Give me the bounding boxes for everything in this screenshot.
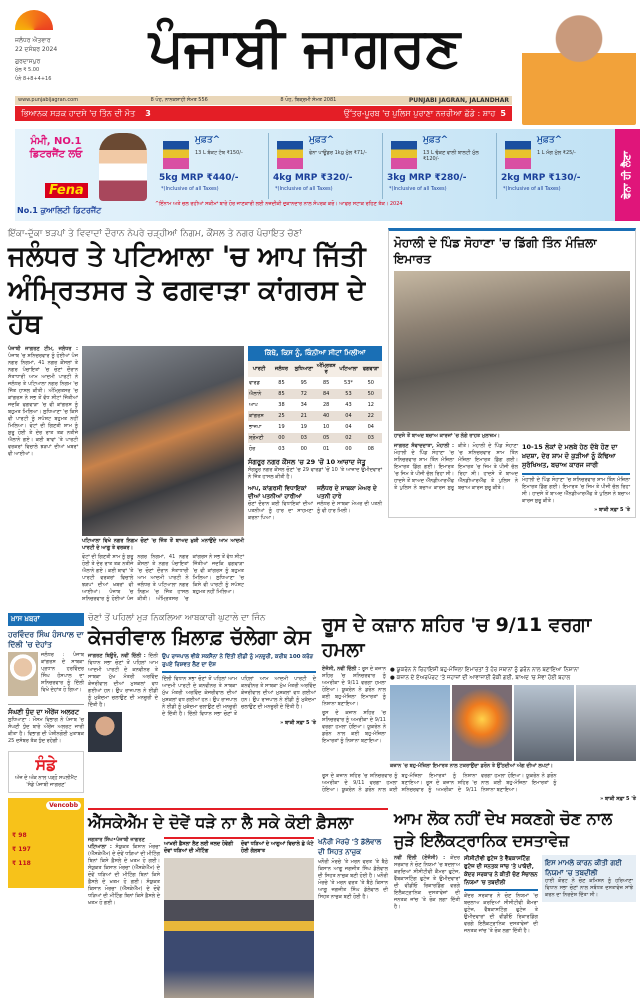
offer bbox=[269, 133, 383, 199]
offer-note: *(Inclusive of all Taxes) bbox=[275, 186, 333, 192]
teaser-link[interactable]: ਭਿਆਨਕ ਸੜਕ ਹਾਦਸੇ 'ਚ ਤਿੰਨ ਦੀ ਮੌਤ 3 bbox=[21, 109, 151, 118]
continued-link[interactable]: » ਬਾਕੀ ਸਫ਼ਾ 5 'ਤੇ bbox=[594, 507, 630, 513]
ec-box-body: ਹਾਈ ਕੋਰਟ ਨੇ ਚੋਣ ਕਮਿਸ਼ਨ ਨੂੰ ਹਰਿਆਣਾ ਵਿਧਾਨ ਸਭਾ ਚੋਣਾਂ ਨਾਲ ਸਬੰਧਤ ਦਸਤਾਵੇਜ਼ ਸਾਂਝੇ ਕਰਨ ਦਾ ਨਿਰਦੇਸ਼ ਦਿੱਤਾ ਸੀ। bbox=[545, 878, 633, 898]
issue-date: 22 ਦਸੰਬਰ 2024 bbox=[15, 46, 58, 53]
building-photo bbox=[576, 685, 636, 761]
table-cell: 85 bbox=[270, 389, 292, 400]
price: ਮੁੱਲ ₹ 5.00 bbox=[15, 67, 40, 73]
offer-note: *(Inclusive of all Taxes) bbox=[161, 186, 219, 192]
story-headline[interactable]: ਜਲੰਧਰ ਦੇ ਸਾਬਕਾ ਮੇਅਰ ਦੇ ਪਤਨੀ ਹਾਰੇ bbox=[317, 485, 377, 500]
sunday-logo: ਸੰਡੇ bbox=[35, 755, 57, 774]
lead-kicker: ਇੱਕਾ-ਦੁੱਕਾ ਝੜਪਾਂ ਤੇ ਵਿਵਾਦਾਂ ਦੌਰਾਨ ਨੇਪਰੇ ਚੜ੍ਹੀਆਂ ਨਿਗਮ, ਕੌਂਸਲ ਤੇ ਨਗਰ ਪੰਚਾਇਤ ਚੋਣਾਂ bbox=[8, 229, 302, 239]
ec-story bbox=[394, 808, 636, 935]
table-cell: 02 bbox=[337, 433, 359, 444]
ec-headline[interactable]: ਆਮ ਲੋਕ ਨਹੀਂ ਦੇਖ ਸਕਣਗੇ ਚੋਣ ਨਾਲ ਜੁੜੇ ਇਲੈਕਟ੍ਰਾਨਿਕ ਦਸਤਾਵੇਜ਼ bbox=[394, 809, 613, 850]
offer-price: 3kg MRP ₹280/- bbox=[387, 173, 467, 183]
table-cell: 25 bbox=[270, 411, 292, 422]
table-cell: 04 bbox=[360, 422, 382, 433]
table-cell: ਸ਼੍ਰੋਮਣੀ bbox=[248, 433, 270, 444]
russia-bullet: ● ਕਜ਼ਾਨ ਦੇ ਏਅਰਪੋਰਟ 'ਤੇ ਜਹਾਜ਼ਾਂ ਦੀ ਆਵਾਜਾਈ ਰੋਕੀ ਗਈ, ਬਾਅਦ 'ਚ ਸੇਵਾ ਹੋਈ ਬਹਾਲ bbox=[390, 675, 571, 681]
table-cell: 53* bbox=[337, 378, 359, 389]
table-cell: 85 bbox=[315, 378, 337, 389]
lead-body-continued: ਵੋਟਾਂ ਦੀ ਗਿਣਤੀ ਸ਼ਾਮ ਨੂੰ ਸ਼ੁਰੂ ਹੋਈ ਤੇ ਦੇਰ ਰਾਤ ਤਕ ਨਤੀਜੇ ਐਲਾਨੇ ਗਏ। ਕਈ ਥਾਵਾਂ 'ਤੇ ਪਾਰਟੀ ਵਰਕਰਾਂ ਵਿਚਾਲੇ ਝੜਪਾਂ ਦੀਆਂ ਖ਼ਬਰਾਂ ਵੀ ਆਈਆਂ। ਪੰਜਾਬ 'ਚ ਸ਼ਨਿਚਰਵਾਰ ਨੂੰ ਹੋਈਆਂ ਪੰਜ ਨਗਰ ਨਿਗਮਾਂ, 41 ਨਗਰ ਕੌਂਸਲਾਂ ਤੇ ਨਗਰ ਪੰਚਾਇਤਾਂ 'ਚ ਚੋਣਾਂ ਦੌਰਾਨ ਸੱਤਾਧਾਰੀ ਆਮ ਆਦਮੀ ਪਾਰਟੀ ਨੇ ਜਲੰਧਰ ਤੇ ਪਟਿਆਲਾ ਨਗਰ ਨਿਗਮ 'ਚ ਜਿੱਤ ਹਾਸਲ ਕੀਤੀ। ਅੰਮ੍ਰਿਤਸਰ 'ਚ ਕਾਂਗਰਸ ਨੇ ਸਭ ਤੋਂ ਵੱਧ ਸੀਟਾਂ ਜਿੱਤੀਆਂ ਜਦਕਿ ਫਗਵਾੜਾ 'ਚ ਵੀ ਕਾਂਗਰਸ ਨੂੰ ਬਹੁਮਤ ਮਿਲਿਆ। ਲੁਧਿਆਣਾ 'ਚ ਕਿਸੇ ਵੀ ਪਾਰਟੀ ਨੂੰ ਸਪੱਸ਼ਟ ਬਹੁਮਤ ਨਹੀਂ ਮਿਲਿਆ। bbox=[82, 554, 244, 602]
table-cell: 38 bbox=[270, 400, 292, 411]
pages: ਪੰਨੇ 8+8+4+16 bbox=[15, 76, 52, 82]
edition-city: ਗੁਰਦਾਸਪੁਰ bbox=[15, 58, 41, 65]
farmers-meeting-photo bbox=[164, 858, 314, 998]
skm-body: ਪਟਿਆਲਾ : ਸੰਯੁਕਤ ਕਿਸਾਨ ਮੋਰਚਾ (ਐੱਸਕੇਐੱਮ) ਦੇ ਦੋਵੇਂ ਧੜਿਆਂ ਦੀ ਮੀਟਿੰਗ ਬਿਨਾਂ ਕਿਸੇ ਫ਼ੈਸਲੇ ਦੇ ਖ਼ਤਮ ਹੋ ਗਈ। ਸੰਯੁਕਤ ਕਿਸਾਨ ਮੋਰਚਾ (ਐੱਸਕੇਐੱਮ) ਦੇ ਦੋਵੇਂ ਧੜਿਆਂ ਦੀ ਮੀਟਿੰਗ ਬਿਨਾਂ ਕਿਸੇ ਫ਼ੈਸਲੇ ਦੇ ਖ਼ਤਮ ਹੋ ਗਈ। ਸੰਯੁਕਤ ਕਿਸਾਨ ਮੋਰਚਾ (ਐੱਸਕੇਐੱਮ) ਦੇ ਦੋਵੇਂ ਧੜਿਆਂ ਦੀ ਮੀਟਿੰਗ ਬਿਨਾਂ ਕਿਸੇ ਫ਼ੈਸਲੇ ਦੇ ਖ਼ਤਮ ਹੋ ਗਈ। bbox=[88, 844, 161, 906]
table-cell: 05 bbox=[315, 433, 337, 444]
sangrur-headline[interactable]: ਸੰਗਰੂਰ ਨਗਰ ਕੌਂਸਲ 'ਚ 29 'ਚੋਂ 10 ਆਜ਼ਾਦ ਜੇਤੂ bbox=[248, 458, 366, 466]
mohali-body: ਜਾਗਰਣ ਸੰਵਾਦਦਾਤਾ, ਮੋਹਾਲੀ : ਮੋਹਾਲੀ ਦੇ ਪਿੰਡ ਸੋਹਾਣਾ 'ਚ ਸ਼ਨਿਚਰਵਾਰ ਸ਼ਾਮ ਤਿੰਨ ਮੰਜ਼ਿਲਾ ਇਮਾਰਤ ਡਿੱਗ ਗਈ। ਇਮਾਰਤ 'ਚ ਜਿਮ ਤੇ ਪੀਜੀ ਚੱਲ ਰਿਹਾ ਸੀ। ਹਾਦਸੇ ਤੋਂ ਬਾਅਦ ਐੱਨਡੀਆਰਐੱਫ ਤੇ ਪੁਲਿਸ ਨੇ ਬਚਾਅ ਕਾਰਜ ਸ਼ੁਰੂ ਕੀਤੇ। ਮੋਹਾਲੀ ਦੇ ਪਿੰਡ ਸੋਹਾਣਾ 'ਚ ਸ਼ਨਿਚਰਵਾਰ ਸ਼ਾਮ ਤਿੰਨ ਮੰਜ਼ਿਲਾ ਇਮਾਰਤ ਡਿੱਗ ਗਈ। ਇਮਾਰਤ 'ਚ ਜਿਮ ਤੇ ਪੀਜੀ ਚੱਲ ਰਿਹਾ ਸੀ। ਹਾਦਸੇ ਤੋਂ ਬਾਅਦ ਐੱਨਡੀਆਰਐੱਫ ਤੇ ਪੁਲਿਸ ਨੇ ਬਚਾਅ ਕਾਰਜ ਸ਼ੁਰੂ ਕੀਤੇ। bbox=[394, 443, 518, 491]
lead-headline[interactable]: ਜਲੰਧਰ ਤੇ ਪਟਿਆਲਾ 'ਚ ਆਪ ਜਿੱਤੀ bbox=[8, 241, 366, 272]
kejriwal-body-2: ਦਿੱਲੀ ਵਿਧਾਨ ਸਭਾ ਚੋਣਾਂ ਤੋਂ ਪਹਿਲਾਂ ਆਮ ਆਦਮੀ ਪਾਰਟੀ ਦੇ ਕਨਵੀਨਰ ਤੇ ਸਾਬਕਾ ਮੁੱਖ ਮੰਤਰੀ ਅਰਵਿੰਦ ਕੇਜਰੀਵਾਲ ਦੀਆਂ ਮੁਸ਼ਕਲਾਂ ਵਧ ਗਈਆਂ ਹਨ। ਉਪ ਰਾਜਪਾਲ ਨੇ ਈਡੀ ਨੂੰ ਮੁਕੱਦਮਾ ਚਲਾਉਣ ਦੀ ਮਨਜ਼ੂਰੀ ਦੇ ਦਿੱਤੀ ਹੈ। ਦਿੱਲੀ ਵਿਧਾਨ ਸਭਾ ਚੋਣਾਂ ਤੋਂ ਪਹਿਲਾਂ ਆਮ ਆਦਮੀ ਪਾਰਟੀ ਦੇ ਕਨਵੀਨਰ ਤੇ ਸਾਬਕਾ ਮੁੱਖ ਮੰਤਰੀ ਅਰਵਿੰਦ ਕੇਜਰੀਵਾਲ ਦੀਆਂ ਮੁਸ਼ਕਲਾਂ ਵਧ ਗਈਆਂ ਹਨ। ਉਪ ਰਾਜਪਾਲ ਨੇ ਈਡੀ ਨੂੰ ਮੁਕੱਦਮਾ ਚਲਾਉਣ ਦੀ ਮਨਜ਼ੂਰੀ ਦੇ ਦਿੱਤੀ ਹੈ। bbox=[162, 676, 316, 717]
table-cell: 19 bbox=[293, 422, 315, 433]
kejriwal-story bbox=[88, 613, 316, 752]
sidebar-headline[interactable]: ਹਰਵਿੰਦਰ ਸਿੰਘ ਹੰਸਪਾਲ ਦਾ ਦਿੱਲੀ 'ਚ ਦੇਹਾਂਤ bbox=[8, 630, 84, 649]
kejriwal-photo bbox=[88, 712, 122, 752]
table-cell: 34 bbox=[293, 400, 315, 411]
column-header: ਪਟਿਆਲਾ bbox=[337, 361, 359, 378]
table-cell: 50 bbox=[360, 389, 382, 400]
girl-photo bbox=[99, 133, 147, 201]
story-headline[interactable]: ਆਪ, ਕਾਂਗਰਸੀ ਵਿਧਾਇਕਾਂ ਦੀਆਂ ਪਤਨੀਆਂ ਹਾਰੀਆਂ bbox=[248, 485, 307, 500]
website-link[interactable]: www.punjabijagran.com bbox=[18, 97, 79, 103]
sidebar-body: ਜਲੰਧਰ : ਪੰਜਾਬ ਕਾਂਗਰਸ ਦੇ ਸਾਬਕਾ ਪ੍ਰਧਾਨ ਹਰਵਿੰਦਰ ਸਿੰਘ ਹੰਸਪਾਲ ਦਾ ਸ਼ਨਿਚਰਵਾਰ ਨੂੰ ਦਿੱਲੀ ਵਿਖੇ ਦੇਹਾਂਤ ਹੋ ਗਿਆ। bbox=[41, 652, 84, 693]
table-cell: ਭਾਜਪਾ bbox=[248, 422, 270, 433]
table-cell: 84 bbox=[315, 389, 337, 400]
offer bbox=[497, 133, 610, 199]
russia-bullet: ● ਯੂਕਰੇਨ ਨੇ ਰਿਹਾਇਸ਼ੀ ਬਹੁ-ਮੰਜ਼ਿਲਾ ਇਮਾਰਤਾਂ ਤੇ ਹੋਰ ਸਥਾਨਾਂ ਨੂੰ ਡਰੋਨ ਨਾਲ ਬਣਾਇਆ ਨਿਸ਼ਾਨਾ bbox=[390, 667, 579, 673]
nanakshahi-date: 8 ਪੋਹ, ਨਾਨਕਸ਼ਾਹੀ ਸੰਮਤ 556 bbox=[150, 97, 208, 103]
newspaper-title: ਪੰਜਾਬੀ ਜਾਗਰਣ bbox=[148, 16, 461, 79]
table-cell: 53 bbox=[337, 389, 359, 400]
table-cell: ਵਾਰਡ bbox=[248, 378, 270, 389]
ad-side-banner: ਫੇਨਾ ਹੀ ਲੈਣਾ bbox=[615, 129, 640, 221]
offer bbox=[383, 133, 497, 199]
table-cell: 28 bbox=[315, 400, 337, 411]
table-cell: 85 bbox=[270, 378, 292, 389]
table-cell: ਹੋਰ bbox=[248, 444, 270, 455]
ad-headline: ਮੰਮੀ, NO.1 ਡਿਟਰਜੈਂਟ ਲਓ bbox=[29, 136, 83, 160]
table-cell: 03 bbox=[360, 433, 382, 444]
lead-story bbox=[8, 228, 382, 603]
column-header: ਲੁਧਿਆਣਾ bbox=[293, 361, 315, 378]
russia-headline[interactable]: ਰੂਸ ਦੇ ਕਜ਼ਾਨ ਸ਼ਹਿਰ 'ਚ 9/11 ਵਰਗਾ ਹਮਲਾ bbox=[322, 614, 592, 661]
ad-price: ₹ 197 bbox=[12, 846, 31, 853]
sidebar bbox=[8, 613, 84, 888]
vencobb-ad[interactable] bbox=[8, 798, 84, 888]
detergent-pack-icon bbox=[163, 141, 189, 169]
kejriwal-box: ਉਪ ਰਾਜਪਾਲ ਵੀਕੇ ਸਕਸੈਨਾ ਨੇ ਦਿੱਤੀ ਈਡੀ ਨੂੰ ਮਨਜ਼ੂਰੀ, ਕਰੀਬ 100 ਕਰੋੜ ਰੁਪਏ ਰਿਸ਼ਵਤ ਲੈਣ ਦਾ ਦੋਸ਼ bbox=[162, 653, 316, 673]
ec-subhead: ਸੀਸੀਟੀਵੀ ਫੁਟੇਜ ਤੇ ਵੈੱਬਕਾਸਟਿੰਗ ਫੁਟੇਜ ਦੀ ਜਨਤਕ ਜਾਂਚ 'ਤੇ ਪਾਬੰਦੀ, ਕੇਂਦਰ ਸਰਕਾਰ ਨੇ ਕੀਤੀ ਚੋਣ ਸੰਚਾਲਨ ਨਿਯਮਾਂ 'ਚ ਤਬਦੀਲੀ bbox=[464, 855, 538, 891]
table-cell: 04 bbox=[337, 411, 359, 422]
table-row bbox=[248, 411, 382, 422]
table-cell: 00 bbox=[293, 444, 315, 455]
celebration-photo bbox=[82, 346, 244, 536]
table-cell: 08 bbox=[360, 444, 382, 455]
detergent-pack-icon bbox=[391, 141, 417, 169]
table-cell: 00 bbox=[270, 433, 292, 444]
main-content bbox=[8, 228, 636, 998]
ad-price: ₹ 98 bbox=[12, 832, 27, 839]
detergent-pack-icon bbox=[277, 141, 303, 169]
mohali-subhead: 10-15 ਲੋਕਾਂ ਦੇ ਮਲਬੇ ਹੇਠ ਦੱਬੇ ਹੋਣ ਦਾ ਖ਼ਦਸ਼ਾ, ਦੇਰ ਸ਼ਾਮ ਦੋ ਕੁੜੀਆਂ ਨੂੰ ਕੱਢਿਆ ਸੁਰੱਖਿਅਤ, ਬਚਾਅ ਕਾਰਜ ਜਾਰੀ bbox=[522, 443, 630, 475]
mohali-headline[interactable]: ਮੋਹਾਲੀ ਦੇ ਪਿੰਡ ਸੋਹਾਣਾ 'ਚ ਡਿੱਗੀ ਤਿੰਨ ਮੰਜ਼ਿਲਾ ਇਮਾਰਤ bbox=[394, 236, 597, 266]
story-body: ਚੋਣਾਂ ਦੌਰਾਨ ਕਈ ਵਿਧਾਇਕਾਂ ਦੀਆਂ ਪਤਨੀਆਂ ਨੂੰ ਹਾਰ ਦਾ ਸਾਹਮਣਾ ਕਰਨਾ ਪਿਆ। bbox=[248, 501, 313, 521]
russia-photos bbox=[390, 685, 636, 761]
skm-tag: ਆਖ਼ਰੀ ਫ਼ੈਸਲਾ ਲੈਣ ਲਈ ਜਲਦ ਹੋਵੇਗੀ ਦੋਵਾਂ ਧੜਿਆਂ ਦੀ ਮੀਟਿੰਗ bbox=[164, 841, 234, 854]
explosion-photo bbox=[452, 685, 512, 761]
offer-gift: 1 L ਮੱਗ ਮੁੱਲ ₹25/- bbox=[537, 150, 576, 156]
column-header: ਜਲੰਧਰ bbox=[270, 361, 292, 378]
ad-tagline: No.1 ਕੁਆਲਿਟੀ ਡਿਟਰਜੈਂਟ bbox=[17, 206, 102, 215]
sidebar-headline[interactable]: ਸੰਘਣੀ ਧੁੰਦ ਦਾ ਔਰੇਂਜ ਅਲਰਟ bbox=[8, 704, 84, 717]
offer-gift: ਫੇਨਾ ਪਾਊਡਰ 1kg ਮੁੱਲ ₹71/- bbox=[309, 150, 367, 156]
mohali-story bbox=[388, 228, 636, 518]
table-cell: 10 bbox=[315, 422, 337, 433]
results-grid bbox=[248, 361, 382, 455]
results-table bbox=[248, 346, 382, 455]
kejriwal-headline[interactable]: ਕੇਜਰੀਵਾਲ ਖ਼ਿਲਾਫ਼ ਚੱਲੇਗਾ ਕੇਸ bbox=[88, 625, 311, 649]
ec-box-headline: ਇਸ ਮਾਮਲੇ ਕਾਰਨ ਕੀਤੀ ਗਈ ਨਿਯਮਾਂ 'ਚ ਤਬਦੀਲੀ bbox=[545, 859, 622, 877]
lead-body: ਪੰਜਾਬੀ ਜਾਗਰਣ ਟੀਮ, ਜਲੰਧਰ : ਪੰਜਾਬ 'ਚ ਸ਼ਨਿਚਰਵਾਰ ਨੂੰ ਹੋਈਆਂ ਪੰਜ ਨਗਰ ਨਿਗਮਾਂ, 41 ਨਗਰ ਕੌਂਸਲਾਂ ਤੇ ਨਗਰ ਪੰਚਾਇਤਾਂ 'ਚ ਚੋਣਾਂ ਦੌਰਾਨ ਸੱਤਾਧਾਰੀ ਆਮ ਆਦਮੀ ਪਾਰਟੀ ਨੇ ਜਲੰਧਰ ਤੇ ਪਟਿਆਲਾ ਨਗਰ ਨਿਗਮ 'ਚ ਜਿੱਤ ਹਾਸਲ ਕੀਤੀ। ਅੰਮ੍ਰਿਤਸਰ 'ਚ ਕਾਂਗਰਸ ਨੇ ਸਭ ਤੋਂ ਵੱਧ ਸੀਟਾਂ ਜਿੱਤੀਆਂ ਜਦਕਿ ਫਗਵਾੜਾ 'ਚ ਵੀ ਕਾਂਗਰਸ ਨੂੰ ਬਹੁਮਤ ਮਿਲਿਆ। ਲੁਧਿਆਣਾ 'ਚ ਕਿਸੇ ਵੀ ਪਾਰਟੀ ਨੂੰ ਸਪੱਸ਼ਟ ਬਹੁਮਤ ਨਹੀਂ ਮਿਲਿਆ। ਵੋਟਾਂ ਦੀ ਗਿਣਤੀ ਸ਼ਾਮ ਨੂੰ ਸ਼ੁਰੂ ਹੋਈ ਤੇ ਦੇਰ ਰਾਤ ਤਕ ਨਤੀਜੇ ਐਲਾਨੇ ਗਏ। ਕਈ ਥਾਵਾਂ 'ਤੇ ਪਾਰਟੀ ਵਰਕਰਾਂ ਵਿਚਾਲੇ ਝੜਪਾਂ ਦੀਆਂ ਖ਼ਬਰਾਂ ਵੀ ਆਈਆਂ। bbox=[8, 346, 78, 457]
offer-gift: 13 L ਬੱਕਟ ਟੱਬ ₹150/- bbox=[195, 150, 243, 156]
russia-body: ਏਜੰਸੀ, ਨਵੀਂ ਦਿੱਲੀ : ਰੂਸ ਦੇ ਕਜ਼ਾਨ ਸ਼ਹਿਰ 'ਚ ਸ਼ਨਿਚਰਵਾਰ ਨੂੰ ਅਮਰੀਕਾ ਦੇ 9/11 ਵਰਗਾ ਹਮਲਾ ਹੋਇਆ। ਯੂਕਰੇਨ ਨੇ ਡਰੋਨ ਨਾਲ ਕਈ ਬਹੁ-ਮੰਜ਼ਿਲਾ ਇਮਾਰਤਾਂ ਨੂੰ ਨਿਸ਼ਾਨਾ ਬਣਾਇਆ। bbox=[322, 666, 386, 707]
info-strip bbox=[15, 96, 512, 105]
free-label: ਮੁਫ਼ਤ^ bbox=[195, 135, 221, 145]
table-cell: 12 bbox=[360, 400, 382, 411]
column-header: ਅੰਮ੍ਰਿਤਸਰ bbox=[315, 361, 337, 378]
skm-headline[interactable]: ਐੱਸਕੇਐੱਮ ਦੇ ਦੋਵੇਂ ਧੜੇ ਨਾ ਲੈ ਸਕੇ ਕੋਈ ਫ਼ੈਸਲਾ bbox=[88, 813, 354, 832]
collapsed-building-photo bbox=[394, 271, 630, 431]
russia-caption: ਕਜ਼ਾਨ 'ਚ ਬਹੁ-ਮੰਜ਼ਿਲਾ ਇਮਾਰਤ ਨਾਲ ਟਕਰਾਉਂਦਾ ਡਰੋਨ ਤੇ ਉੱਠਦੀਆਂ ਅੱਗ ਦੀਆਂ ਲਪਟਾਂ। bbox=[390, 763, 553, 769]
hanspal-photo bbox=[8, 652, 38, 696]
dallewal-headline[interactable]: ਖਨੌਰੀ ਮੋਰਚੇ 'ਤੇ ਡੱਲੇਵਾਲ ਦੀ ਸਿਹਤ ਨਾਜ਼ੁਕ bbox=[318, 838, 382, 856]
russia-body-2: ਰੂਸ ਦੇ ਕਜ਼ਾਨ ਸ਼ਹਿਰ 'ਚ ਸ਼ਨਿਚਰਵਾਰ ਨੂੰ ਅਮਰੀਕਾ ਦੇ 9/11 ਵਰਗਾ ਹਮਲਾ ਹੋਇਆ। ਯੂਕਰੇਨ ਨੇ ਡਰੋਨ ਨਾਲ ਕਈ ਬਹੁ-ਮੰਜ਼ਿਲਾ ਇਮਾਰਤਾਂ ਨੂੰ ਨਿਸ਼ਾਨਾ ਬਣਾਇਆ। bbox=[322, 710, 386, 744]
table-cell: 19 bbox=[270, 422, 292, 433]
dallewal-body: ਖਨੌਰੀ ਮੋਰਚੇ 'ਤੇ ਮਰਨ ਵਰਤ 'ਤੇ ਬੈਠੇ ਕਿਸਾਨ ਆਗੂ ਜਗਜੀਤ ਸਿੰਘ ਡੱਲੇਵਾਲ ਦੀ ਸਿਹਤ ਨਾਜ਼ੁਕ ਬਣੀ ਹੋਈ ਹੈ। ਖਨੌਰੀ ਮੋਰਚੇ 'ਤੇ ਮਰਨ ਵਰਤ 'ਤੇ ਬੈਠੇ ਕਿਸਾਨ ਆਗੂ ਜਗਜੀਤ ਸਿੰਘ ਡੱਲੇਵਾਲ ਦੀ ਸਿਹਤ ਨਾਜ਼ੁਕ ਬਣੀ ਹੋਈ ਹੈ। bbox=[318, 859, 388, 900]
offer-note: *(Inclusive of all Taxes) bbox=[503, 186, 561, 192]
table-row bbox=[248, 389, 382, 400]
sidebar-body: ਲੁਧਿਆਣਾ : ਮੌਸਮ ਵਿਭਾਗ ਨੇ ਪੰਜਾਬ 'ਚ ਸੰਘਣੀ ਧੁੰਦ ਬਾਰੇ ਔਰੇਂਜ ਅਲਰਟ ਜਾਰੀ ਕੀਤਾ ਹੈ। ਵਿਭਾਗ ਦੀ ਪੇਸ਼ੀਨਗੋਈ ਮੁਤਾਬਕ 25 ਦਸੰਬਰ ਤੱਕ ਧੁੰਦ ਰਹੇਗੀ। bbox=[8, 717, 84, 744]
edition: ਜਲੰਧਰ ਐਤਵਾਰ bbox=[15, 37, 51, 44]
ad-price: ₹ 118 bbox=[12, 860, 31, 867]
photo-caption: ਪਟਿਆਲਾ ਵਿਖੇ ਨਗਰ ਨਿਗਮ ਚੋਣਾਂ 'ਚ ਜਿੱਤ ਤੋਂ ਬਾਅਦ ਖ਼ੁਸ਼ੀ ਮਨਾਉਂਦੇ ਆਮ ਆਦਮੀ ਪਾਰਟੀ ਦੇ ਆਗੂ ਤੇ ਵਰਕਰ। bbox=[82, 538, 244, 551]
teaser-bar bbox=[15, 106, 512, 121]
sidebar-label: ਖ਼ਾਸ ਖ਼ਬਰਾਂ bbox=[8, 613, 84, 626]
table-cell: 03 bbox=[293, 433, 315, 444]
continued-link[interactable]: » ਬਾਕੀ ਸਫ਼ਾ 5 'ਤੇ bbox=[600, 796, 636, 802]
sunday-promo[interactable] bbox=[8, 751, 84, 793]
free-label: ਮੁਫ਼ਤ^ bbox=[423, 135, 449, 145]
kejriwal-kicker: ਚੋਣਾਂ ਤੋਂ ਪਹਿਲਾਂ ਮੁੜ ਨਿਕਲਿਆ ਆਬਕਾਰੀ ਘੁਟਾਲੇ ਦਾ ਜਿੰਨ bbox=[88, 613, 266, 623]
table-cell: 01 bbox=[315, 444, 337, 455]
offer-note: *(Inclusive of all Taxes) bbox=[389, 186, 447, 192]
ec-body: ਨਵੀਂ ਦਿੱਲੀ (ਏਜੰਸੀ) : ਕੇਂਦਰ ਸਰਕਾਰ ਨੇ ਚੋਣ ਨਿਯਮਾਂ 'ਚ ਬਦਲਾਅ ਕਰਦਿਆਂ ਸੀਸੀਟੀਵੀ ਕੈਮਰਾ ਫੁਟੇਜ, ਵੈੱਬਕਾਸਟਿੰਗ ਫੁਟੇਜ ਤੇ ਉਮੀਦਵਾਰਾਂ ਦੀ ਵੀਡੀਓ ਰਿਕਾਰਡਿੰਗ ਵਰਗੇ ਇਲੈਕਟ੍ਰਾਨਿਕ ਦਸਤਾਵੇਜ਼ਾਂ ਦੀ ਜਨਤਕ ਜਾਂਚ 'ਤੇ ਰੋਕ ਲਗਾ ਦਿੱਤੀ ਹੈ। bbox=[394, 855, 460, 910]
table-row bbox=[248, 378, 382, 389]
sangrur-body: ਸੰਗਰੂਰ ਨਗਰ ਕੌਂਸਲ ਚੋਣਾਂ 'ਚ 29 ਵਾਰਡਾਂ 'ਚੋਂ 10 'ਤੇ ਆਜ਼ਾਦ ਉਮੀਦਵਾਰਾਂ ਨੇ ਜਿੱਤ ਹਾਸਲ ਕੀਤੀ ਹੈ। bbox=[248, 467, 382, 480]
table-cell: 40 bbox=[315, 411, 337, 422]
table-cell: 43 bbox=[337, 400, 359, 411]
mohali-caption: ਹਾਦਸੇ ਤੋਂ ਬਾਅਦ ਬਚਾਅ ਕਾਰਜਾਂ 'ਚ ਲੱਗੇ ਰਾਹਤ ਮੁਲਾਜ਼ਮ। bbox=[394, 433, 500, 439]
table-cell: 21 bbox=[293, 411, 315, 422]
offer-price: 5kg MRP ₹440/- bbox=[159, 173, 239, 183]
table-cell: 22 bbox=[360, 411, 382, 422]
fena-advertisement[interactable] bbox=[15, 129, 640, 221]
masthead bbox=[0, 0, 640, 124]
table-cell: 95 bbox=[293, 378, 315, 389]
table-cell: 03 bbox=[270, 444, 292, 455]
results-table-title: ਕਿੱਥੇ, ਕਿਸ ਨੂੰ, ਕਿੰਨੀਆਂ ਸੀਟਾਂ ਮਿਲੀਆਂ bbox=[248, 346, 382, 361]
detergent-pack-icon bbox=[505, 141, 531, 169]
amit-shah-photo bbox=[522, 5, 636, 125]
offer-gift: 13 L ਢੱਕਣ ਵਾਲੀ ਬਾਲਟੀ ਮੁੱਲ ₹120/- bbox=[423, 150, 479, 162]
free-label: ਮੁਫ਼ਤ^ bbox=[309, 135, 335, 145]
skm-byline: ਜਗਤਾਰ ਸਿੰਘ•ਪੰਜਾਬੀ ਜਾਗਰਣ bbox=[88, 837, 145, 843]
table-cell: ਆਪ bbox=[248, 400, 270, 411]
column-header: ਫਗਵਾੜਾ bbox=[360, 361, 382, 378]
continued-link[interactable]: » ਬਾਕੀ ਸਫ਼ਾ 5 'ਤੇ bbox=[280, 720, 316, 726]
ad-brand: Fena bbox=[45, 183, 88, 198]
table-cell: ਕਾਂਗਰਸ bbox=[248, 411, 270, 422]
offer bbox=[155, 133, 269, 199]
russia-story bbox=[322, 613, 636, 802]
publisher: PUNJABI JAGRAN, JALANDHAR bbox=[408, 97, 509, 104]
free-label: ਮੁਫ਼ਤ^ bbox=[537, 135, 563, 145]
table-row bbox=[248, 400, 382, 411]
bikrami-date: 8 ਪੋਹ, ਬਿਕ੍ਰਮੀ ਸੰਮਤ 2081 bbox=[280, 97, 337, 103]
table-cell: 72 bbox=[293, 389, 315, 400]
russia-body-3: ਰੂਸ ਦੇ ਕਜ਼ਾਨ ਸ਼ਹਿਰ 'ਚ ਸ਼ਨਿਚਰਵਾਰ ਨੂੰ ਅਮਰੀਕਾ ਦੇ 9/11 ਵਰਗਾ ਹਮਲਾ ਹੋਇਆ। ਯੂਕਰੇਨ ਨੇ ਡਰੋਨ ਨਾਲ ਕਈ ਬਹੁ-ਮੰਜ਼ਿਲਾ ਇਮਾਰਤਾਂ ਨੂੰ ਨਿਸ਼ਾਨਾ ਬਣਾਇਆ। ਰੂਸ ਦੇ ਕਜ਼ਾਨ ਸ਼ਹਿਰ 'ਚ ਸ਼ਨਿਚਰਵਾਰ ਨੂੰ ਅਮਰੀਕਾ ਦੇ 9/11 ਵਰਗਾ ਹਮਲਾ ਹੋਇਆ। ਯੂਕਰੇਨ ਨੇ ਡਰੋਨ ਨਾਲ ਕਈ ਬਹੁ-ਮੰਜ਼ਿਲਾ ਇਮਾਰਤਾਂ ਨੂੰ ਨਿਸ਼ਾਨਾ ਬਣਾਇਆ। bbox=[322, 773, 557, 793]
skm-tag: ਦੋਵਾਂ ਧੜਿਆਂ ਦੇ ਆਗੂਆਂ ਵਿਚਾਲੇ ਛੇ ਘੰਟੇ ਹੋਈ ਗੱਲਬਾਤ bbox=[241, 841, 314, 854]
table-cell: 04 bbox=[337, 422, 359, 433]
table-row bbox=[248, 433, 382, 444]
drone-photo bbox=[390, 685, 450, 761]
table-cell: 50 bbox=[360, 378, 382, 389]
sunday-text: ਅੱਜ ਦੇ ਅੰਕ ਨਾਲ ਪੜ੍ਹੋ ਸਪਲੀਮੈਂਟ 'ਸੰਡੇ ਪੰਜਾਬੀ ਜਾਗਰਣ' bbox=[15, 775, 77, 788]
lead-headline[interactable]: ਅੰਮ੍ਰਿਤਸਰ ਤੇ ਫਗਵਾੜਾ ਕਾਂਗਰਸ ਦੇ ਹੱਥ bbox=[8, 275, 366, 340]
story-body: ਜਲੰਧਰ ਦੇ ਸਾਬਕਾ ਮੇਅਰ ਦੀ ਪਤਨੀ ਨੂੰ ਵੀ ਹਾਰ ਮਿਲੀ। bbox=[317, 501, 382, 514]
table-cell: ਐਲਾਨੇ bbox=[248, 389, 270, 400]
kejriwal-body: ਜਾਗਰਣ ਬਿਊਰੋ, ਨਵੀਂ ਦਿੱਲੀ : ਦਿੱਲੀ ਵਿਧਾਨ ਸਭਾ ਚੋਣਾਂ ਤੋਂ ਪਹਿਲਾਂ ਆਮ ਆਦਮੀ ਪਾਰਟੀ ਦੇ ਕਨਵੀਨਰ ਤੇ ਸਾਬਕਾ ਮੁੱਖ ਮੰਤਰੀ ਅਰਵਿੰਦ ਕੇਜਰੀਵਾਲ ਦੀਆਂ ਮੁਸ਼ਕਲਾਂ ਵਧ ਗਈਆਂ ਹਨ। ਉਪ ਰਾਜਪਾਲ ਨੇ ਈਡੀ ਨੂੰ ਮੁਕੱਦਮਾ ਚਲਾਉਣ ਦੀ ਮਨਜ਼ੂਰੀ ਦੇ ਦਿੱਤੀ ਹੈ। bbox=[88, 653, 159, 708]
ad-brand: Vencobb bbox=[46, 801, 81, 810]
offer-price: 2kg MRP ₹130/- bbox=[501, 173, 581, 183]
offer-price: 4kg MRP ₹320/- bbox=[273, 173, 353, 183]
logo-sun-icon bbox=[15, 10, 53, 30]
table-cell: 00 bbox=[337, 444, 359, 455]
ec-body-2: ਕੇਂਦਰ ਸਰਕਾਰ ਨੇ ਚੋਣ ਨਿਯਮਾਂ 'ਚ ਬਦਲਾਅ ਕਰਦਿਆਂ ਸੀਸੀਟੀਵੀ ਕੈਮਰਾ ਫੁਟੇਜ, ਵੈੱਬਕਾਸਟਿੰਗ ਫੁਟੇਜ ਤੇ ਉਮੀਦਵਾਰਾਂ ਦੀ ਵੀਡੀਓ ਰਿਕਾਰਡਿੰਗ ਵਰਗੇ ਇਲੈਕਟ੍ਰਾਨਿਕ ਦਸਤਾਵੇਜ਼ਾਂ ਦੀ ਜਨਤਕ ਜਾਂਚ 'ਤੇ ਰੋਕ ਲਗਾ ਦਿੱਤੀ ਹੈ। bbox=[464, 893, 538, 934]
table-row bbox=[248, 444, 382, 455]
ec-box bbox=[542, 855, 636, 902]
table-row bbox=[248, 422, 382, 433]
ad-fineprint: ^ਇੰਨਾਮ ਅਤੇ ਚਲ ਰਹੀਆਂ ਸਕੀਮਾਂ ਬਾਰੇ ਹੋਰ ਜਾਣਕਾਰੀ ਲਈ ਨਜ਼ਦੀਕੀ ਦੁਕਾਨਦਾਰ ਨਾਲ ਸੰਪਰਕ ਕਰੋ। ਆਫਰ ਸਟਾਕ ਰਹਿਣ ਤੱਕ। 2024 bbox=[155, 201, 403, 207]
column-header: ਪਾਰਟੀ bbox=[248, 361, 270, 378]
skm-story bbox=[88, 808, 388, 998]
teaser-link[interactable]: ਉੱਤਰ-ਪੂਰਬ 'ਚ ਪੁਲਿਸ ਪੁਰਾਣਾ ਨਜ਼ਰੀਆ ਛੱਡੇ : ਸ਼ਾਹ 5 bbox=[343, 109, 506, 118]
building-photo bbox=[514, 685, 574, 761]
mohali-body-2: ਮੋਹਾਲੀ ਦੇ ਪਿੰਡ ਸੋਹਾਣਾ 'ਚ ਸ਼ਨਿਚਰਵਾਰ ਸ਼ਾਮ ਤਿੰਨ ਮੰਜ਼ਿਲਾ ਇਮਾਰਤ ਡਿੱਗ ਗਈ। ਇਮਾਰਤ 'ਚ ਜਿਮ ਤੇ ਪੀਜੀ ਚੱਲ ਰਿਹਾ ਸੀ। ਹਾਦਸੇ ਤੋਂ ਬਾਅਦ ਐੱਨਡੀਆਰਐੱਫ ਤੇ ਪੁਲਿਸ ਨੇ ਬਚਾਅ ਕਾਰਜ ਸ਼ੁਰੂ ਕੀਤੇ। bbox=[522, 477, 630, 504]
